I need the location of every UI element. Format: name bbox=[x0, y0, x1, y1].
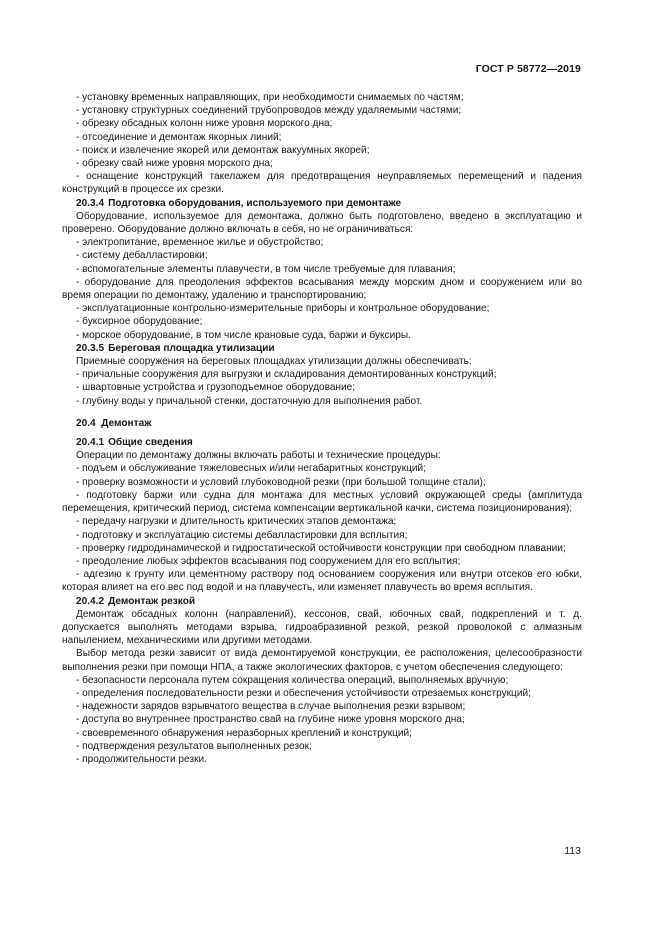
subsection-number: 20.3.5 bbox=[76, 342, 105, 354]
list-item: - передачу нагрузки и длительность критических этапов демонтажа; bbox=[76, 516, 397, 528]
list-item: - подготовку баржи или судна для монтажа для местных условий окружающей среды (амплитуда перемещения, критический период, система компенсации вертикальной качки, система позиционирования); bbox=[62, 489, 582, 515]
paragraph: Операции по демонтажу должны включать работы и технические процедуры: bbox=[76, 450, 441, 462]
subsection-heading-20-4-1 bbox=[62, 436, 582, 449]
list-item: - отсоединение и демонтаж якорных линий; bbox=[76, 131, 282, 143]
paragraph: Оборудование, используемое для демонтажа, должно быть подготовлено, введено в эксплуатацию и проверено. Оборудование должно включать в себя, но не ограничиваться: bbox=[62, 210, 582, 236]
list-item: - электропитание, временное жилье и обустройство; bbox=[76, 237, 324, 249]
list-item: - безопасности персонала путем сокращения количества операций, выполняемых вручную; bbox=[76, 674, 509, 686]
list-item: - поиск и извлечение якорей или демонтаж вакуумных якорей; bbox=[76, 144, 370, 156]
list-item: - швартовные устройства и грузоподъемное оборудование; bbox=[76, 382, 356, 394]
list-item: - подготовку и эксплуатацию системы дебалластировки для всплытия; bbox=[76, 529, 408, 541]
list-item: - адгезию к грунту или цементному раствору под основанием сооружения или внутри отсеков его юбки, которая влияет на его вес под водой и на плавучесть, или изменяет плавучесть во время всплытия. bbox=[62, 569, 582, 594]
list-item: - своевременного обнаружения неразборных креплений и конструкций; bbox=[76, 727, 412, 739]
subsection-number: 20.3.4 bbox=[76, 197, 105, 209]
subsection-number: 20.4.2 bbox=[76, 595, 105, 607]
subsection-title: Подготовка оборудования, используемого при демонтаже bbox=[108, 197, 402, 209]
list-item: - систему дебалластировки; bbox=[76, 250, 208, 262]
subsection-title: Демонтаж резкой bbox=[108, 595, 196, 607]
list-item: - доступа во внутреннее пространство свай на глубине ниже уровня морского дна; bbox=[76, 714, 465, 726]
list-item: - продолжительности резки. bbox=[76, 753, 207, 765]
subsection-heading-20-4-2 bbox=[62, 595, 582, 608]
paragraph: Приемные сооружения на береговых площадках утилизации должны обеспечивать: bbox=[76, 356, 472, 368]
list-item: - подъем и обслуживание тяжеловесных и/или негабаритных конструкций; bbox=[76, 463, 426, 475]
list-item: - обрезку свай ниже уровня морского дна; bbox=[76, 158, 273, 170]
list-item: - оснащение конструкций такелажем для предотвращения неуправляемых перемещений и падения конструкций в процессе их срезки. bbox=[62, 171, 582, 196]
list-item: - обрезку обсадных колонн ниже уровня морского дна; bbox=[76, 118, 333, 130]
list-item: - установку временных направляющих, при необходимости снимаемых по частям; bbox=[76, 92, 464, 103]
paragraph: Демонтаж обсадных колонн (направлений), кессонов, свай, юбочных свай, подкреплений и т. д. допускается выполнять методами взрыва, гидроабразивной резкой, резкой проволокой с алмазным напылением, механическими или другими методами. bbox=[62, 608, 582, 647]
subsection-heading-20-3-4 bbox=[62, 197, 582, 210]
list-item: - глубину воды у причальной стенки, достаточную для выполнения работ. bbox=[76, 395, 423, 407]
section-heading-20-4 bbox=[62, 417, 582, 430]
document-id-header: ГОСТ Р 58772—2019 bbox=[475, 63, 581, 75]
list-item: - вспомогательные элементы плавучести, в том числе требуемые для плавания; bbox=[76, 263, 456, 275]
list-item: - буксирное оборудование; bbox=[76, 316, 203, 328]
page-number: 113 bbox=[564, 845, 581, 857]
subsection-number: 20.4.1 bbox=[76, 437, 105, 449]
subsection-title: Береговая площадка утилизации bbox=[108, 342, 275, 354]
list-item: - морское оборудование, в том числе крановые суда, баржи и буксиры. bbox=[76, 329, 411, 341]
section-title: Демонтаж bbox=[101, 417, 152, 429]
list-item: - причальные сооружения для выгрузки и складирования демонтированных конструкций; bbox=[76, 369, 497, 381]
list-item: - надежности зарядов взрывчатого вещества в случае выполнения резки взрывом; bbox=[76, 701, 466, 713]
paragraph: Выбор метода резки зависит от вида демонтируемой конструкции, ее расположения, целесообразности выполнения резки при помощи НПА, а также экологических факторов, с учетом обеспечения следующего: bbox=[62, 648, 582, 673]
subsection-heading-20-3-5 bbox=[62, 342, 582, 355]
subsection-title: Общие сведения bbox=[108, 437, 193, 449]
section-number: 20.4 bbox=[76, 417, 96, 429]
page-content bbox=[62, 91, 582, 766]
list-item: - установку структурных соединений трубопроводов между удаляемыми частями; bbox=[76, 105, 462, 117]
list-item: - преодоление любых эффектов всасывания под сооружением для его всплытия; bbox=[76, 555, 461, 567]
list-item: - проверку возможности и условий глубоководной резки (при большой толщине стали); bbox=[76, 476, 486, 488]
list-item: - определения последовательности резки и обеспечения устойчивости отрезаемых конструкций; bbox=[76, 687, 531, 699]
list-item: - эксплуатационные контрольно-измерительные приборы и контрольное оборудование; bbox=[76, 303, 490, 315]
list-item: - проверку гидродинамической и гидростатической остойчивости конструкции при свободном плавании; bbox=[76, 542, 566, 554]
list-item: - подтверждения результатов выполненных резок; bbox=[76, 740, 312, 752]
list-item: - оборудование для преодоления эффектов всасывания между морским дном и сооружением или во время операции по демонтажу, удалению и транспортированию; bbox=[62, 276, 582, 302]
